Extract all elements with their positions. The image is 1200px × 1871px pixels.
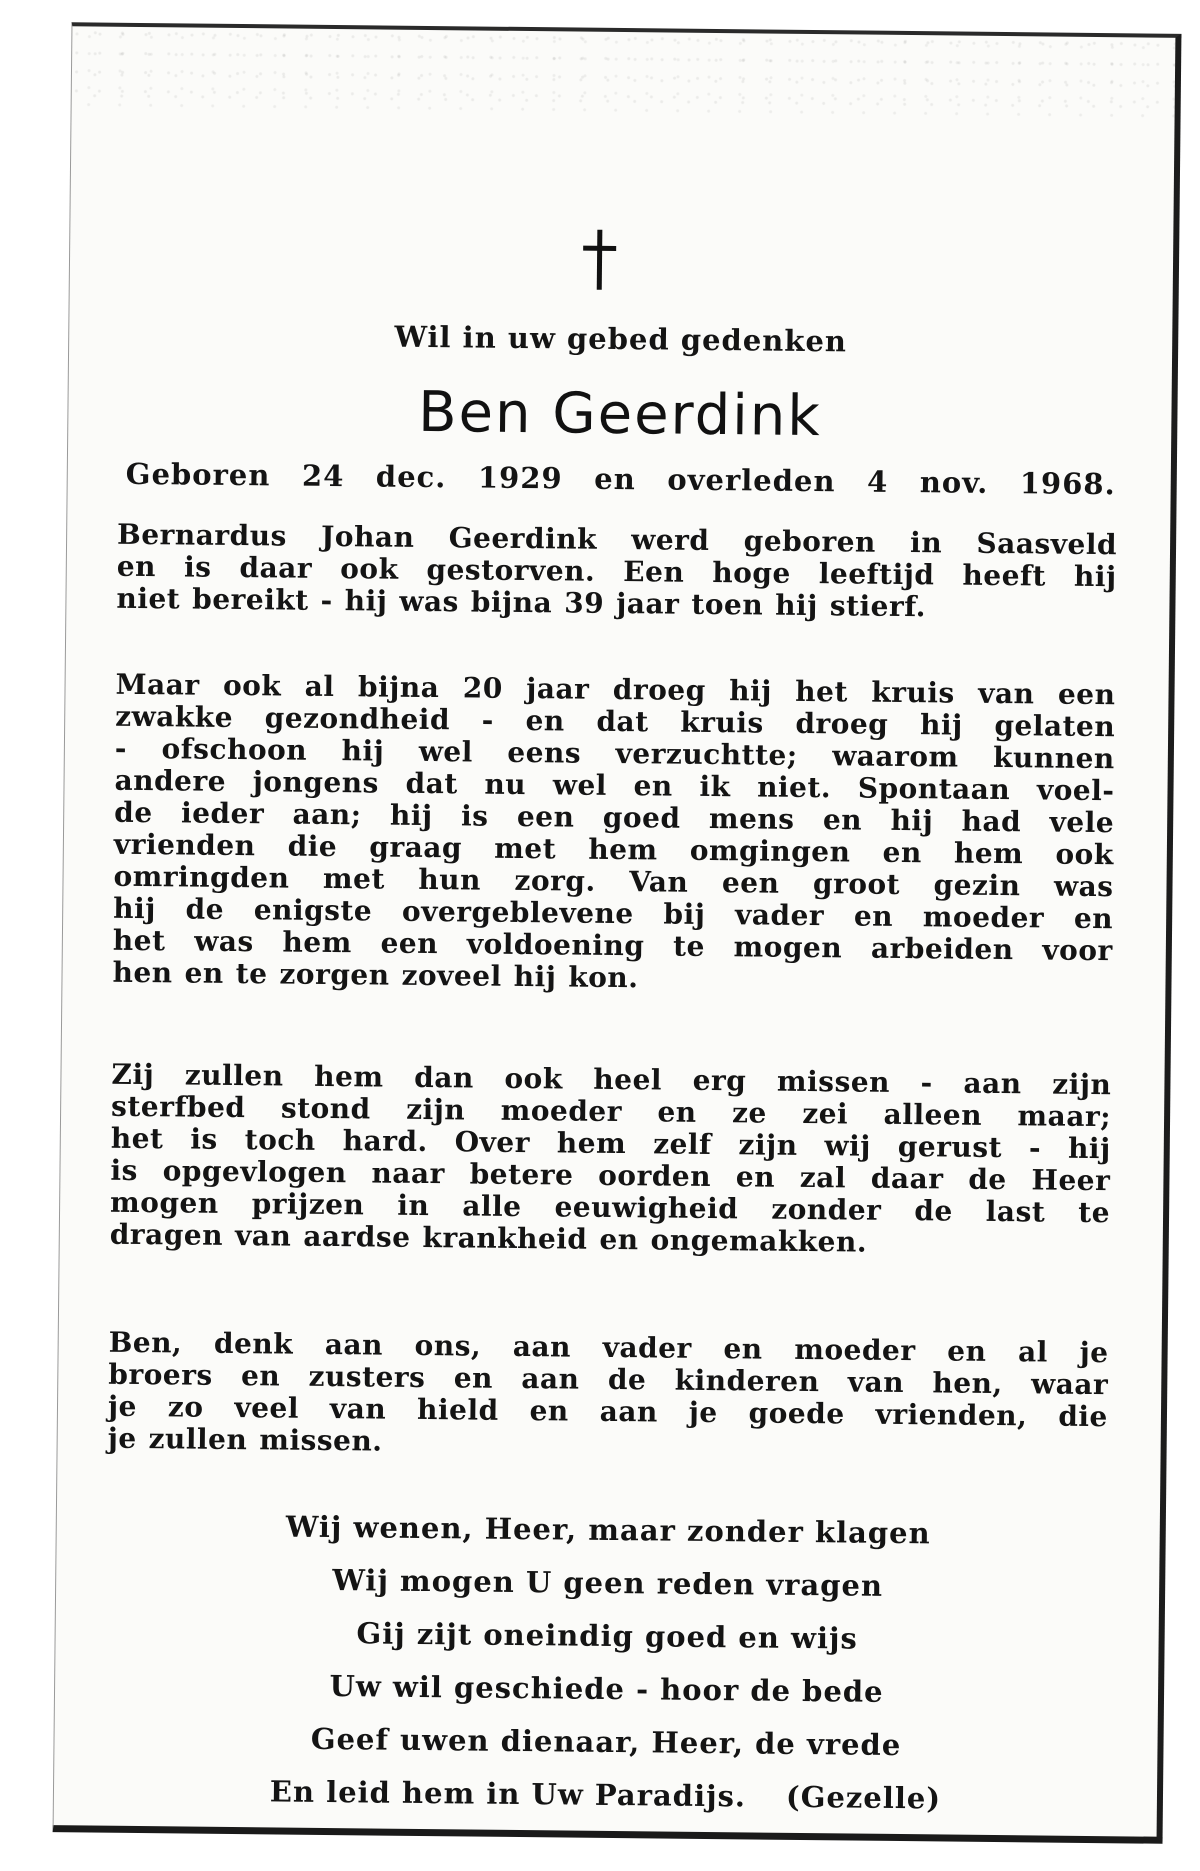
- paragraph-word: omringden: [113, 859, 290, 895]
- paper-grain: [72, 26, 1176, 118]
- paragraph-word: van: [234, 1219, 292, 1253]
- paragraph-word: mens: [708, 801, 795, 836]
- paragraph-word: en: [633, 769, 673, 803]
- paragraph-word: heeft: [962, 558, 1047, 593]
- paragraph-word: ongemakken.: [650, 1223, 868, 1259]
- paragraph-word: zullen: [184, 1058, 284, 1093]
- paragraph-word: kinderen: [674, 1363, 820, 1399]
- paragraph-word: Heer: [1031, 1163, 1111, 1198]
- paragraph-word: hem: [314, 1059, 384, 1094]
- paragraph-word: ook: [1055, 837, 1114, 872]
- dates-word: Geboren: [125, 456, 271, 493]
- paragraph-word: en: [723, 1332, 763, 1366]
- paragraph-word: dat: [405, 766, 458, 801]
- paragraph-word: missen: [776, 1064, 891, 1099]
- paragraph-word: zelf: [652, 1127, 712, 1162]
- paragraph-word: Over: [454, 1125, 531, 1160]
- paragraph-word: dat: [596, 704, 649, 739]
- paragraph-word: naar: [371, 1156, 446, 1191]
- poem-credit: (Gezelle): [785, 1779, 942, 1816]
- paragraph-word: zusters: [308, 1359, 426, 1395]
- paragraph-word: ons,: [414, 1328, 482, 1363]
- paragraph-word: 20: [462, 671, 503, 705]
- paragraph-word: zoveel: [401, 958, 502, 993]
- paragraph-word: hij: [775, 588, 818, 623]
- memorial-card: [53, 22, 1182, 1844]
- paragraph-word: verzuchtte;: [615, 736, 798, 772]
- paragraph-word: te: [672, 929, 706, 963]
- paragraph-word: nu: [484, 767, 527, 802]
- paragraph-word: jongens: [252, 765, 380, 800]
- paragraph-word: -: [114, 731, 128, 765]
- paragraph-word: aan: [963, 1066, 1022, 1101]
- paragraph-word: oorden: [598, 1158, 712, 1193]
- paragraph-word: ieder: [180, 796, 265, 831]
- paragraph-word: hij: [919, 708, 963, 742]
- paragraph-word: al: [304, 669, 335, 704]
- paragraph-word: en: [657, 1095, 697, 1129]
- dates-word: 1968.: [1019, 466, 1116, 502]
- paragraph-word: hun: [418, 862, 482, 897]
- paragraph-word: van: [329, 1392, 387, 1426]
- paragraph-word: leeftijd: [818, 557, 935, 592]
- paragraph-word: was: [1053, 869, 1114, 904]
- poem-line: Geef uwen dienaar, Heer, de vrede: [310, 1721, 902, 1763]
- paragraph-word: overgeblevene: [401, 894, 634, 931]
- paragraph-word: en: [599, 1222, 639, 1257]
- paragraph-word: zorg.: [514, 863, 596, 898]
- paragraph-word: toch: [244, 1123, 316, 1157]
- paragraph-word: sterfbed: [110, 1089, 246, 1125]
- paragraph-word: aardse: [303, 1219, 411, 1254]
- paragraph-word: die: [287, 829, 338, 864]
- paragraph-word: kruis: [680, 705, 764, 740]
- paragraph-word: ook: [504, 1061, 563, 1096]
- paragraph-word: en: [453, 1361, 494, 1395]
- paragraph-word: bij: [663, 897, 706, 931]
- paragraph-word: -: [320, 583, 333, 618]
- paragraph-word: het: [112, 923, 166, 958]
- poem-last-line: [54, 1763, 1157, 1828]
- paragraph-word: het: [110, 1121, 164, 1156]
- paragraph-word: kruis: [871, 675, 955, 710]
- paragraph-word: veel: [234, 1391, 300, 1425]
- paragraph-word: en: [882, 835, 922, 870]
- paragraph-word: hij: [513, 959, 557, 994]
- paragraph-word: 39: [564, 586, 605, 620]
- paragraph-word: droeg: [795, 706, 889, 741]
- paragraph-word: in: [909, 526, 943, 560]
- paragraph-word: maar;: [1017, 1099, 1112, 1134]
- paragraph-word: ook: [222, 668, 282, 703]
- paragraph-word: hen: [112, 955, 173, 990]
- paragraph-word: aan: [324, 1327, 384, 1362]
- paragraph-word: kunnen: [992, 740, 1115, 776]
- paragraph-mourning: [110, 1059, 1112, 1261]
- dates-word: 1929: [477, 460, 563, 496]
- paragraph-word: hem: [282, 925, 352, 960]
- paragraph-word: hem: [588, 832, 658, 867]
- paragraph-word: gestorven.: [426, 552, 596, 588]
- paragraph-word: vader: [734, 898, 825, 933]
- paragraph-word: hij: [341, 734, 385, 768]
- paragraph-word: stond: [280, 1091, 371, 1126]
- paragraph-word: was: [399, 584, 460, 619]
- paragraph-word: je: [688, 1395, 718, 1430]
- paragraph-word: voor: [1042, 933, 1113, 968]
- paragraph-word: hoge: [712, 555, 791, 590]
- paragraph-word: broers: [108, 1357, 213, 1392]
- paragraph-word: hield: [416, 1392, 499, 1427]
- paragraph-word: zwakke: [115, 699, 234, 734]
- paragraph-word: in: [397, 1188, 430, 1223]
- paragraph-word: dragen: [109, 1217, 224, 1252]
- poem: [54, 1498, 1160, 1828]
- paragraph-word: denk: [213, 1326, 294, 1361]
- paragraph-illness: [112, 669, 1115, 999]
- paragraph-word: aan;: [292, 797, 362, 832]
- paragraph-word: moeder: [922, 900, 1045, 935]
- poem-line: Wij mogen U geen reden vragen: [332, 1563, 884, 1603]
- paragraph-word: met: [494, 831, 557, 866]
- paragraph-word: je: [107, 1389, 138, 1423]
- paragraph-word: goede: [748, 1396, 845, 1431]
- paragraph-word: Johan: [320, 519, 415, 554]
- paragraph-word: bijna: [357, 670, 440, 705]
- paragraph-word: de: [968, 1162, 1007, 1197]
- paragraph-word: niet.: [756, 770, 832, 805]
- paragraph-word: mogen: [733, 930, 843, 965]
- paragraph-word: hard.: [342, 1124, 428, 1159]
- paragraph-word: al: [1017, 1335, 1049, 1369]
- paragraph-word: een: [721, 866, 780, 900]
- paragraph-word: vele: [1049, 805, 1115, 840]
- paragraph-word: -: [481, 703, 495, 737]
- paragraph-word: krankheid: [422, 1220, 588, 1256]
- dates-word: overleden: [667, 462, 836, 499]
- paragraph-word: daar: [870, 1161, 944, 1196]
- paragraph-word: de: [607, 1362, 647, 1397]
- dates-word: 4: [866, 464, 889, 499]
- paragraph-word: het: [795, 674, 849, 709]
- paragraph-word: en: [240, 1359, 281, 1393]
- paragraph-word: gerust: [897, 1129, 1003, 1165]
- paragraph-word: prijzen: [251, 1187, 365, 1222]
- paragraph-word: te: [1078, 1195, 1111, 1230]
- paragraph-word: hij: [1067, 1131, 1111, 1166]
- paragraph-word: van: [847, 1365, 905, 1400]
- poem-line: Wij wenen, Heer, maar zonder klagen: [285, 1509, 931, 1551]
- paragraph-word: hem: [556, 1126, 627, 1161]
- paragraph-word: Saasveld: [976, 526, 1118, 562]
- paragraph-word: zei: [802, 1096, 849, 1131]
- paragraph-word: erg: [692, 1063, 747, 1098]
- paragraph-word: heel: [593, 1062, 663, 1097]
- paragraph-word: hij: [344, 584, 388, 618]
- dates-word: nov.: [919, 465, 989, 500]
- paragraph-word: en: [525, 704, 565, 738]
- paragraph-word: aan: [512, 1329, 572, 1364]
- paragraph-word: graag: [369, 830, 463, 865]
- paragraph-word: andere: [114, 763, 227, 798]
- paragraph-word: ze: [731, 1096, 767, 1130]
- paragraph-word: groot: [812, 867, 901, 901]
- paragraph-word: waarom: [831, 739, 959, 774]
- paragraph-word: hij: [729, 674, 772, 708]
- paragraph-word: zullen: [148, 1422, 248, 1457]
- paragraph-word: is: [110, 1153, 139, 1187]
- paragraph-word: jaar: [526, 672, 590, 706]
- paragraph-word: waar: [1030, 1367, 1109, 1402]
- paragraph-word: wel: [552, 768, 608, 802]
- paragraph-word: hij: [890, 803, 934, 838]
- paragraph-word: -: [920, 1066, 933, 1100]
- paragraph-word: hij: [113, 891, 157, 926]
- paragraph-word: de: [914, 1194, 953, 1228]
- paragraph-word: eeuwigheid: [554, 1190, 739, 1226]
- paragraph-word: een: [516, 799, 575, 834]
- paragraph-word: Ben,: [108, 1325, 183, 1360]
- paragraph-word: van: [978, 676, 1035, 711]
- paragraph-word: Geerdink: [448, 521, 598, 556]
- paragraph-word: is: [183, 550, 212, 584]
- paragraph-word: moeder: [500, 1093, 623, 1129]
- paragraph-word: hen,: [932, 1366, 1003, 1401]
- paragraph-word: een: [380, 926, 439, 961]
- paragraph-word: de: [114, 795, 153, 830]
- poem-line: Uw wil geschiede - hoor de bede: [329, 1669, 884, 1709]
- paragraph-word: en: [735, 1160, 776, 1194]
- paragraph-word: werd: [631, 523, 710, 557]
- paragraph-word: alle: [462, 1189, 522, 1224]
- paragraph-word: betere: [469, 1157, 574, 1192]
- paragraph-word: en: [853, 899, 894, 933]
- paragraph-life: [116, 519, 1117, 625]
- paragraph-word: vrienden: [113, 827, 256, 863]
- paragraph-word: ofschoon: [161, 732, 308, 767]
- paragraph-word: zijn: [738, 1128, 798, 1162]
- paragraph-word: Van: [629, 865, 689, 899]
- paragraph-word: arbeiden: [870, 931, 1014, 967]
- paragraph-word: wel: [418, 734, 474, 769]
- paragraph-word: vader: [602, 1330, 692, 1365]
- paragraph-word: aan: [599, 1394, 659, 1429]
- paragraph-word: zal: [799, 1160, 847, 1195]
- paragraph-word: is: [460, 799, 489, 833]
- paragraph-farewell: [108, 1327, 1109, 1465]
- paragraph-word: die: [1058, 1399, 1109, 1434]
- paragraph-word: en: [947, 1334, 987, 1368]
- paragraph-word: stierf.: [829, 589, 927, 624]
- paragraph-word: bijna: [470, 585, 553, 620]
- paragraph-word: bereikt: [192, 582, 309, 617]
- paragraph-word: toen: [691, 587, 764, 622]
- paragraph-word: hem: [953, 836, 1024, 871]
- paragraph-word: zijn: [1052, 1067, 1112, 1102]
- paragraph-word: en: [184, 956, 224, 990]
- paragraph-word: gezondheid: [264, 701, 451, 737]
- paragraph-word: wij: [824, 1129, 872, 1163]
- paragraph-word: de: [185, 892, 225, 926]
- paragraph-word: dan: [414, 1060, 474, 1095]
- paragraph-word: met: [322, 861, 386, 896]
- paragraph-word: ik: [699, 769, 731, 804]
- paragraph-word: had: [961, 804, 1022, 839]
- paragraph-word: zo: [167, 1390, 204, 1424]
- paragraph-word: voel-: [1036, 773, 1115, 808]
- paragraph-word: aan: [521, 1362, 580, 1396]
- paragraph-word: Spontaan: [857, 771, 1011, 807]
- dates-word: 24: [301, 458, 345, 494]
- paragraph-word: een: [1057, 677, 1116, 712]
- paragraph-word: je: [107, 1421, 137, 1455]
- paragraph-word: geboren: [743, 524, 877, 559]
- paragraph-word: kon.: [568, 960, 639, 995]
- paragraph-word: gelaten: [994, 708, 1116, 744]
- paragraph-word: hij: [389, 798, 433, 833]
- paragraph-word: opgevlogen: [162, 1154, 347, 1190]
- paragraph-word: en: [1073, 901, 1114, 936]
- paragraph-word: Bernardus: [116, 517, 287, 553]
- poem-line: Gij zijt oneindig goed en wijs: [356, 1616, 858, 1656]
- paragraph-word: alleen: [883, 1097, 983, 1132]
- intro-text: Wil in uw gebed gedenken: [394, 319, 848, 359]
- paragraph-word: gezin: [933, 868, 1021, 903]
- latin-cross-icon: [580, 230, 621, 292]
- paragraph-word: jaar: [616, 586, 680, 621]
- paragraph-word: zonder: [771, 1192, 882, 1227]
- paragraph-word: niet: [116, 581, 181, 616]
- paragraph-word: was: [194, 924, 254, 959]
- paragraph-word: goed: [602, 800, 681, 835]
- paragraph-word: Zij: [111, 1057, 155, 1092]
- paragraph-word: daar: [239, 551, 313, 585]
- paragraph-word: missen.: [259, 1423, 383, 1458]
- paragraph-word: droeg: [612, 672, 706, 707]
- paragraph-word: voldoening: [466, 927, 645, 963]
- paragraph-word: vrienden,: [875, 1397, 1028, 1433]
- birth-death-dates: [126, 457, 1116, 501]
- deceased-name: Ben Geerdink: [417, 379, 823, 450]
- paragraph-word: en: [116, 549, 157, 584]
- paragraph-word: Een: [623, 555, 685, 589]
- paragraph-word: zorgen: [279, 957, 390, 992]
- paragraph-word: hij: [1073, 559, 1117, 594]
- paragraph-word: je: [1079, 1335, 1109, 1370]
- paragraph-word: Maar: [115, 667, 200, 702]
- paragraph-word: -: [1028, 1131, 1042, 1165]
- paragraph-word: en: [529, 1394, 569, 1428]
- paragraph-word: te: [235, 957, 268, 991]
- paragraph-word: omgingen: [689, 833, 851, 869]
- paragraph-word: mogen: [109, 1185, 219, 1220]
- paragraph-word: moeder: [794, 1332, 916, 1368]
- paragraph-word: en: [822, 803, 863, 837]
- paragraph-word: last: [985, 1194, 1046, 1229]
- dates-word: en: [594, 461, 636, 497]
- poem-line: En leid hem in Uw Paradijs.: [269, 1774, 747, 1814]
- dates-word: dec.: [375, 459, 447, 495]
- paragraph-word: enigste: [253, 893, 373, 928]
- paragraph-word: eens: [507, 735, 582, 770]
- paragraph-word: is: [190, 1122, 218, 1156]
- paragraph-word: zijn: [406, 1092, 466, 1127]
- paragraph-word: ook: [340, 552, 399, 586]
